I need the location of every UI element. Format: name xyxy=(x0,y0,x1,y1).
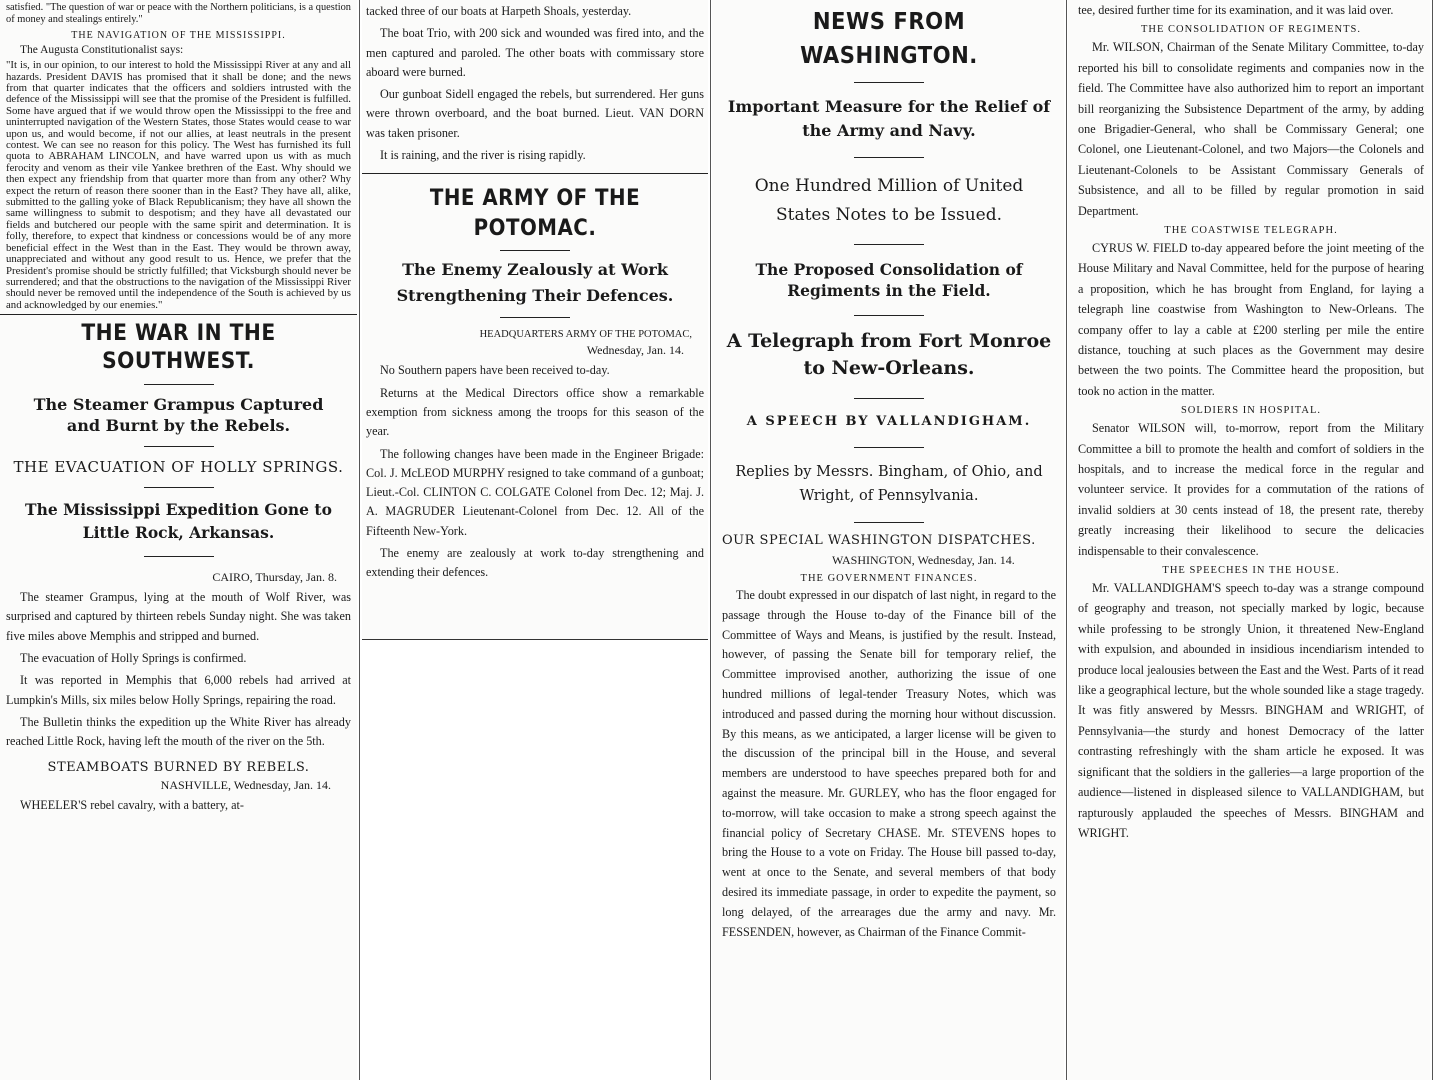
col4-tel-head: THE COASTWISE TELEGRAPH. xyxy=(1164,224,1338,236)
col2-rule-1 xyxy=(500,250,570,251)
col3-deck-6: Replies by Messrs. Bingham, of Ohio, and Wright, of Pennsylvania. xyxy=(735,464,1043,504)
col1-quote: "It is, in our opinion, to our interest to hold the Mississippi River at any and all hazards. President DAVIS has promised that it shall be done; and the news from that quarter indicates that the officers and soldiers intrusted with the defence of the Mississippi will see that the promise of the President is fulfilled. Some have argued that if we would throw open the Mississippi to the free and uninterrupted navigation of the Western States, those States would cease to war upon us, and would become, if not our allies, at least neutrals in the present contest. We can see no reason for this policy. The West has furnished its full quota to ABRAHAM LINCOLN, and have warred upon us with as much ferocity and venom as their vile Yankee brethren of the East. Why should we then expect any friendship from that quarter more than from any other? Why expect the return of reason there sooner than in the East? They have all, alike, submitted to the galling yoke of Black Republicanism; they have all shown the same willingness to submit to despotism; and they have all devastated our fields and butchered our people with the same spirit and determination. It is folly, therefore, to expect that kindness or concessions would be of any more beneficial effect in the West than in the East. They would be thrown away, unappreciated and without any good result to us. Hence, we prefer that the President's promise should be strictly fulfilled; that Vicksburgh should never be surrendered; and that the obstructions to the navigation of the Mississippi River should never be removed until the independence of the South is achieved by us and acknowledged by our enemies." xyxy=(6,59,351,311)
col3-deck-1: Important Measure for the Relief of the Army and Navy. xyxy=(727,97,1051,140)
col3-deck-4: A Telegraph from Fort Monroe to New-Orleans. xyxy=(726,330,1052,379)
col2-p4: No Southern papers have been received to-day. xyxy=(380,363,610,378)
col2-army-head: THE ARMY OF THE POTOMAC. xyxy=(429,186,641,242)
column-4 xyxy=(1068,0,1430,1080)
col3-deck-5: A SPEECH BY VALLANDIGHAM. xyxy=(746,414,1032,429)
col-rule-4 xyxy=(1432,0,1433,1080)
col1-deck-3: The Mississippi Expedition Gone to Little Rock, Arkansas. xyxy=(25,500,332,543)
col3-deck-3: The Proposed Consolidation of Regiments in the Field. xyxy=(755,260,1023,300)
col1-war-head: THE WAR IN THE SOUTHWEST. xyxy=(81,320,276,375)
col2-dateline-a: HEADQUARTERS ARMY OF THE POTOMAC, xyxy=(479,329,692,341)
col-rule-2 xyxy=(710,0,711,1080)
col1-deck-1: The Steamer Grampus Captured and Burnt by the Rebels. xyxy=(33,395,324,436)
col4-p4: Mr. VALLANDIGHAM'S speech to-day was a strange compound of geography and treason, not specially marked by logic, because while professing to be strongly Union, it threatened New-England with expulsion, and abounded in insidious incendiarism intended to produce local jealousies between the East and the West. Parts of it read like a geographical lecture, but the whole sounded like a stage tragedy. It was fitly answered by Messrs. BINGHAM and WRIGHT, of Pennsylvania—the sturdy and honest Democracy of the latter contrasting refreshingly with the sham article he exposed. It was significant that the soldiers in the galleries—a large proportion of the audience—listened in displeased silence to VALLANDIGHAM, but rapturously applauded the speeches of Messrs. BINGHAM and WRIGHT. xyxy=(1078,581,1424,840)
col2-p7: The enemy are zealously at work to-day strengthening and extending their defences. xyxy=(366,546,704,580)
col3-rule-4 xyxy=(854,315,924,316)
column-2 xyxy=(362,0,708,640)
col2-top: tacked three of our boats at Harpeth Shoals, yesterday. xyxy=(366,4,632,18)
col4-p3: Senator WILSON will, to-morrow, report from the Military Committee a bill to promote the health and comfort of soldiers in the hospitals, and to increase the medical force in the regular and volunteer service. It provides for a commutation of the rations of invalid soldiers at 30 cents instead of 18, the present rate, thereby greatly increasing their likelihood to secure the delicacies indispensable to their convalescence. xyxy=(1078,421,1424,558)
col1-deck-2: THE EVACUATION OF HOLLY SPRINGS. xyxy=(13,458,344,477)
column-3 xyxy=(712,0,1064,1080)
col1-rule-3 xyxy=(144,487,214,488)
col2-p3: It is raining, and the river is rising rapidly. xyxy=(380,148,586,163)
col3-news-head: NEWS FROM WASHINGTON. xyxy=(800,7,978,69)
col4-cons-head: THE CONSOLIDATION OF REGIMENTS. xyxy=(1141,24,1361,36)
col1-nav-head: THE NAVIGATION OF THE MISSISSIPPI. xyxy=(71,30,286,42)
col1-rule-2 xyxy=(144,446,214,447)
col1-dateline-2: NASHVILLE, Wednesday, Jan. 14. xyxy=(160,777,331,792)
col3-rule-3 xyxy=(854,244,924,245)
col2-deck-1: The Enemy Zealously at Work Strengthening Their Defences. xyxy=(396,260,674,306)
col2-rule-2 xyxy=(500,317,570,318)
col3-deck-2: One Hundred Million of United States Notes to be Issued. xyxy=(754,176,1024,225)
col1-p4: The Bulletin thinks the expedition up the White River has already reached Little Rock, having left the mouth of the river on the 5th. xyxy=(6,714,351,749)
col3-rule-1 xyxy=(854,82,924,83)
col1-dateline-1: CAIRO, Thursday, Jan. 8. xyxy=(212,570,337,585)
col1-intro: satisfied. "The question of war or peace with the Northern politicians, is a question of money and stealings entirely." xyxy=(6,2,351,26)
col1-p3: It was reported in Memphis that 6,000 rebels had arrived at Lumpkin's Mills, six miles below Holly Springs, repairing the road. xyxy=(6,673,351,707)
col2-p5: Returns at the Medical Directors office show a remarkable exemption from sickness among the troops for this season of the year. xyxy=(366,385,704,439)
col2-p1: The boat Trio, with 200 sick and wounded was fired into, and the men captured and paroled. The other boats with commissary store aboard were burned. xyxy=(366,26,704,79)
col1-p1: The steamer Grampus, lying at the mouth of Wolf River, was surprised and captured by thirteen rebels Sunday night. She was taken five miles above Memphis and stripped and burned. xyxy=(6,590,351,643)
col-rule-3 xyxy=(1066,0,1067,1080)
col1-p5: WHEELER'S rebel cavalry, with a battery, at- xyxy=(20,797,244,812)
col3-rule-7 xyxy=(854,522,924,523)
col3-dateline: WASHINGTON, Wednesday, Jan. 14. xyxy=(832,553,1015,567)
col3-rule-2 xyxy=(854,157,924,158)
col2-divider xyxy=(362,173,708,174)
col1-rule-4 xyxy=(144,556,214,557)
col4-top: tee, desired further time for its examination, and it was laid over. xyxy=(1078,3,1394,17)
col2-dateline-b: Wednesday, Jan. 14. xyxy=(586,343,684,358)
col1-rule-1 xyxy=(144,384,214,385)
col1-steam-head: STEAMBOATS BURNED BY REBELS. xyxy=(47,759,310,775)
col3-rule-6 xyxy=(854,447,924,448)
col3-rule-5 xyxy=(854,398,924,399)
col4-hosp-head: SOLDIERS IN HOSPITAL. xyxy=(1180,405,1322,417)
col1-p2: The evacuation of Holly Springs is confirmed. xyxy=(20,651,247,666)
col4-p2: CYRUS W. FIELD to-day appeared before the joint meeting of the House Military and Naval Committee, held for the purpose of hearing a proposition, which he has brought from England, for laying a telegraph line coastwise from Washington to New-Orleans. The company offer to lay a cable at £200 sterling per mile the entire distance, touching at such places as the Government may desire between the two points. The Committee heard the proposition, but took no action in the matter. xyxy=(1078,240,1424,398)
col3-fin-head: THE GOVERNMENT FINANCES. xyxy=(800,573,978,584)
col4-p1: Mr. WILSON, Chairman of the Senate Military Committee, to-day reported his bill to consolidate regiments and companies now in the field. The Committee have also authorized him to report an important bill reorganizing the Subsistence Department of the army, by adding one Brigadier-General, who shall be Commissary General; one Colonel, one Lieutenant-Colonel, and two Majors—the Colonels and Lieutenant-Colonels to be Assistant Commissary Generals of Subsistence, and all to be filled by regular promotion in said Department. xyxy=(1078,40,1424,218)
col1-divider xyxy=(0,314,357,315)
column-1 xyxy=(0,0,357,1080)
col3-special: OUR SPECIAL WASHINGTON DISPATCHES. xyxy=(722,533,1036,548)
col1-augusta: The Augusta Constitutionalist says: xyxy=(20,44,184,57)
col-rule-1 xyxy=(359,0,360,1080)
col4-speech-head: THE SPEECHES IN THE HOUSE. xyxy=(1162,565,1340,577)
col2-p2: Our gunboat Sidell engaged the rebels, but surrendered. Her guns were thrown overboard, and the boat burned. Lieut. VAN DORN was taken prisoner. xyxy=(366,87,704,140)
col2-p6: The following changes have been made in the Engineer Brigade: Col. J. McLEOD MURPHY resigned to take command of a gunboat; Lieut.-Col. CLINTON C. COLGATE Colonel from Dec. 12; Maj. J. A. MAGRUDER Lieutenant-Colonel from Dec. 12. All of the Fifteenth New-York. xyxy=(366,446,704,538)
col3-p1: The doubt expressed in our dispatch of last night, in regard to the passage through the House to-day of the Finance bill of the Committee of Ways and Means, is justified by the result. Instead, however, of passing the Senate bill for temporary relief, the Committee improvised another, authorizing the issue of one hundred millions of legal-tender Treasury Notes, which was introduced and passed during the morning hour without discussion. By this means, as we anticipated, a larger license will be given to the discussion of the principal bill in the House, and several members are understood to have speeches prepared both for and against the measure. Mr. GURLEY, who has the floor engaged for to-morrow, will take occasion to make a strong speech against the financial policy of Secretary CHASE. Mr. STEVENS hopes to bring the House to a vote on Friday. The House bill passed to-day, went at once to the Senate, and several members of that body desired its immediate passage, in order to expedite the payment, so long delayed, of the arrearages due the army and navy. Mr. FESSENDEN, however, as Chairman of the Finance Commit- xyxy=(722,588,1056,939)
